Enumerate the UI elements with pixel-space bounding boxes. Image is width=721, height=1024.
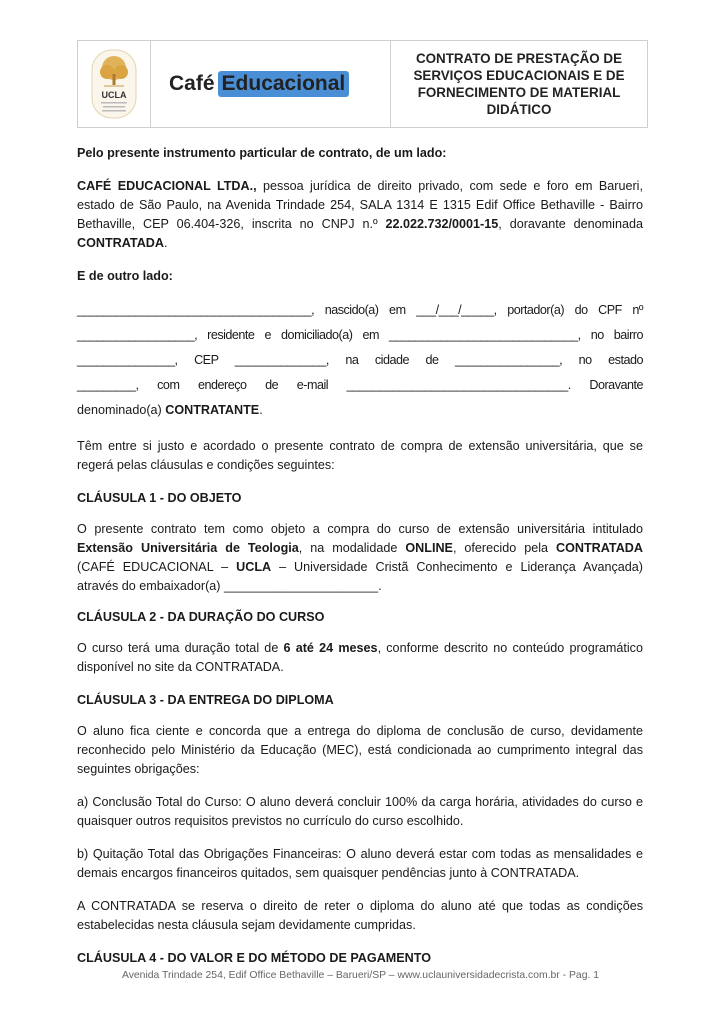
contratante-label: CONTRATANTE xyxy=(165,403,260,417)
clausula-1-text xyxy=(77,520,643,596)
contratada-label: CONTRATADA xyxy=(77,236,164,250)
clausula-2-t1: O curso terá uma duração total de xyxy=(77,641,284,655)
ucla-logo xyxy=(78,41,151,127)
contract-title: CONTRATO DE PRESTAÇÃO DE SERVIÇOS EDUCACIONAIS E DE FORNECIMENTO DE MATERIAL DIDÁTICO xyxy=(413,51,625,117)
contratada-end: . xyxy=(163,236,168,250)
clausula-1-t3: , oferecido pela xyxy=(452,541,556,555)
contratante-denominado: denominado(a) xyxy=(77,403,166,417)
brand-cafe: Café xyxy=(169,72,215,95)
contratada-paragraph xyxy=(77,177,643,253)
contratante-end: . xyxy=(259,403,263,417)
contratante-line-1: ____________________________________, nascido(a) em ___/___/_____, portador(a) do CPF nº xyxy=(77,303,643,317)
clausula-1-contratada: CONTRATADA xyxy=(556,541,643,555)
clausula-1-t1: O presente contrato tem como objeto a compra do curso de extensão universitária intitulado xyxy=(77,522,643,536)
clausula-1-ucla: UCLA xyxy=(236,560,272,574)
svg-text:UCLA: UCLA xyxy=(101,90,127,100)
contratante-line-4: _________, com endereço de e-mail __________________________________. Doravante xyxy=(77,378,643,392)
contratante-block xyxy=(77,298,643,423)
clausula-3-item-b: b) Quitação Total das Obrigações Financeiras: O aluno deverá estar com todas as mensalidades e demais encargos financeiros quitados, sem quaisquer pendências junto à CONTRATADA. xyxy=(77,847,643,880)
modalidade: ONLINE xyxy=(405,541,453,555)
contratada-text: pessoa jurídica de direito privado, com sede e foro em Barueri, estado de São Paulo, na Avenida Trindade 254, SALA 1314 E 1315 Edif Office Bethaville - Bairro Bethaville, CEP 06.404-326, inscrita no CNPJ n.º xyxy=(77,179,643,231)
contract-body xyxy=(77,144,643,968)
acordo-paragraph: Têm entre si justo e acordado o presente contrato de compra de extensão universitária, que se regerá pelas cláusulas e condições seguintes: xyxy=(77,439,643,472)
course-duration: 6 até 24 meses xyxy=(283,641,378,655)
tree-logo-icon xyxy=(90,48,138,120)
brand-cafe-educacional xyxy=(151,41,391,127)
course-name: Extensão Universitária de Teologia xyxy=(77,541,299,555)
clausula-1-t2: , na modalidade xyxy=(298,541,406,555)
clausula-2-t2: , conforme descrito no conteúdo programático disponível no site da CONTRATADA. xyxy=(77,641,643,674)
clausula-3-p1: O aluno fica ciente e concorda que a entrega do diploma de conclusão de curso, devidamente reconhecido pelo Ministério da Educação (MEC), está condicionada ao cumprimento integral das seguintes obrigações: xyxy=(77,724,643,776)
clausula-2-text xyxy=(77,639,643,677)
clausula-1-t4: (CAFÉ EDUCACIONAL – xyxy=(77,560,237,574)
clausula-4-title: CLÁUSULA 4 - DO VALOR E DO MÉTODO DE PAGAMENTO xyxy=(77,951,432,965)
clausula-3-p2: A CONTRATADA se reserva o direito de reter o diploma do aluno até que todas as condições estabelecidas nesta cláusula sejam devidamente cumpridas. xyxy=(77,899,643,932)
contratada-name: CAFÉ EDUCACIONAL LTDA., xyxy=(77,179,257,193)
intro-heading: Pelo presente instrumento particular de contrato, de um lado: xyxy=(77,146,447,160)
page-footer: Avenida Trindade 254, Edif Office Bethaville – Barueri/SP – www.uclauniversidadecrista.com.br - Pag. 1 xyxy=(121,970,600,981)
contratante-line-2: __________________, residente e domiciliado(a) em _____________________________, no bairro xyxy=(77,328,643,342)
contratante-line-5 xyxy=(77,398,643,423)
contratante-line-3: _______________, CEP ______________, na cidade de ________________, no estado xyxy=(77,353,643,367)
clausula-3-title: CLÁUSULA 3 - DA ENTREGA DO DIPLOMA xyxy=(77,693,334,707)
cnpj-number: 22.022.732/0001-15 xyxy=(385,217,499,231)
clausula-1-title: CLÁUSULA 1 - DO OBJETO xyxy=(77,491,242,505)
brand-educacional: Educacional xyxy=(218,71,350,97)
contract-title-cell xyxy=(391,41,647,127)
outro-lado-heading: E de outro lado: xyxy=(77,269,173,283)
document-header xyxy=(77,40,648,128)
clausula-2-title: CLÁUSULA 2 - DA DURAÇÃO DO CURSO xyxy=(77,610,325,624)
clausula-1-t5: – Universidade Cristã Conhecimento e Liderança Avançada) através do embaixador(a) ______________________. xyxy=(77,560,643,593)
clausula-3-item-a: a) Conclusão Total do Curso: O aluno deverá concluir 100% da carga horária, atividades do curso e quaisquer outros requisitos previstos no currículo do curso escolhido. xyxy=(77,795,643,828)
contratada-text-2: , doravante denominada xyxy=(498,217,643,231)
